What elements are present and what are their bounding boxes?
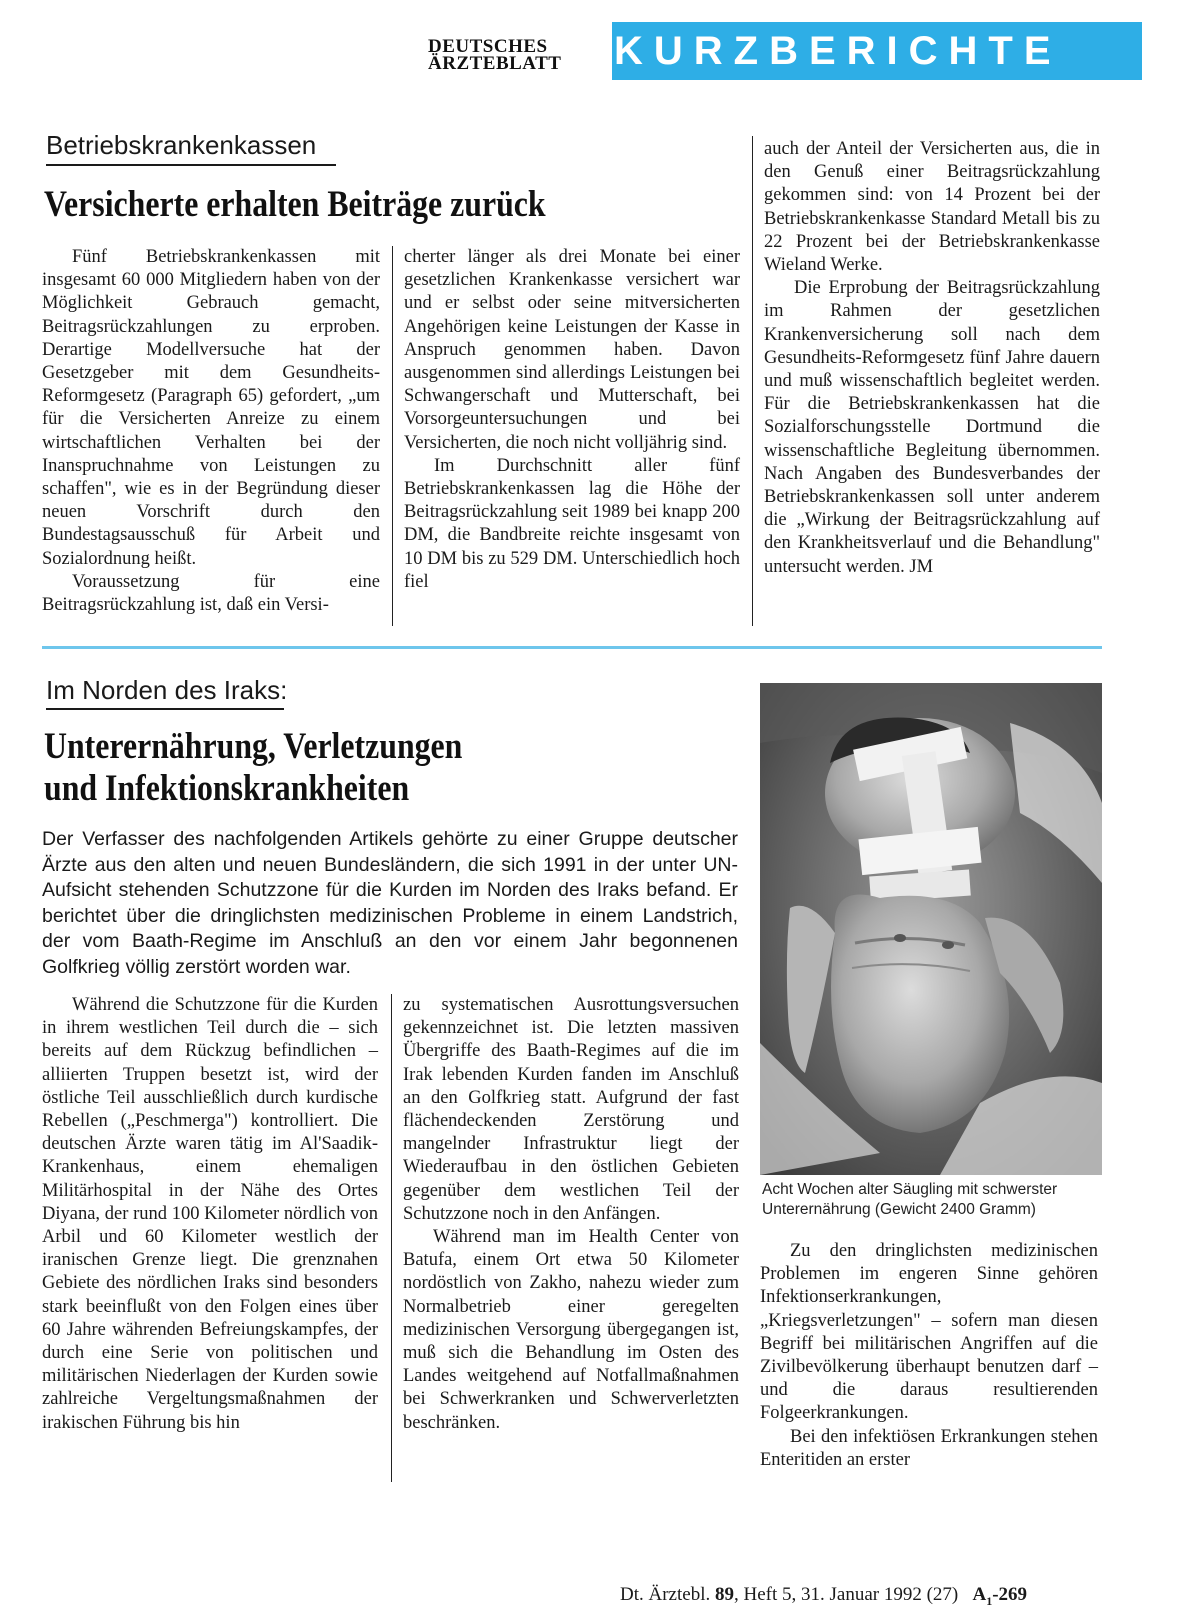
citation-volume: 89 — [714, 1584, 734, 1605]
article2-column-2 — [403, 994, 739, 1435]
infant-photo-image — [760, 683, 1102, 1175]
column-divider — [392, 246, 393, 626]
article1-column-2 — [404, 246, 740, 594]
article-divider — [42, 646, 1102, 649]
citation-issue-date: , Heft 5, 31. Januar 1992 (27) — [733, 1584, 959, 1605]
journal-logo-line1: DEUTSCHES — [428, 36, 548, 57]
infant-photo — [760, 683, 1102, 1175]
article2-lead: Der Verfasser des nachfolgenden Artikels gehörte zu einer Gruppe deutscher Ärzte aus den alten und neuen Bundesländern, die sich 1991 in der unter UN-Aufsicht stehenden Schutzzone für die Kurden im Norden des Iraks befand. Er berichtet über die dringlichsten medizinischen Probleme in einem Landstrich, der vom Baath-Regime im Anschluß an den vor einem Jahr begonnenen Golfkrieg völlig zerstört worden war. — [42, 828, 738, 978]
paragraph: Im Durchschnitt aller fünf Betriebskrankenkassen lag die Höhe der Beitragsrückzahlung seit 1989 bei knapp 200 DM, die Bandbreite reichte insgesamt von 10 DM bis zu 529 DM. Unterschiedlich hoch fiel — [404, 455, 740, 592]
page-prefix: A — [972, 1584, 987, 1605]
article1-kicker: Betriebskrankenkassen — [46, 130, 317, 160]
paragraph: Voraussetzung für eine Beitragsrückzahlung ist, daß ein Versi- — [42, 571, 380, 616]
article2-headline-line2: und Infektionskrankheiten — [44, 768, 410, 809]
paragraph: zu systematischen Ausrottungsversuchen gekennzeichnet ist. Die letzten massiven Übergriffe des Baath-Regimes auf die im Irak lebenden Kurden fanden im Anschluß an den Golfkrieg statt. Aufgrund der fast flächendeckenden Zerstörung und mangelnder Infrastruktur liegt der Wiederaufbau in den östlichen Gebieten gegenüber dem westlichen Teil der Schutzzone noch in den Anfängen. — [403, 995, 739, 1224]
journal-logo-line2: ÄRZTEBLATT — [428, 53, 562, 74]
paragraph: Während die Schutzzone für die Kurden in ihrem westlichen Teil durch die – sich bereits auf dem Rückzug befindlichen – alliierten Truppen besetzt ist, wird der östliche Teil ausschließlich durch kurdische Rebellen („Peschmerga") kontrolliert. Die deutschen Ärzte waren tätig im Al'Saadik-Krankenhaus, einem ehemaligen Militärhospital in der Nähe des Ortes Diyana, der rund 100 Kilometer nördlich von Arbil und 60 Kilometer westlich der iranischen Grenze liegt. Die grenznahen Gebiete des nördlichen Iraks sind besonders stark beeinflußt von den Folgen eines über 60 Jahre währenden Befreiungskampfes, der durch eine Serie von politischen und militärischen Niederlagen der Kurden sowie zahlreiche Vergeltungsmaßnahmen der irakischen Führung bis hin — [42, 995, 378, 1433]
paragraph: cherter länger als drei Monate bei einer gesetzlichen Krankenkasse versichert war und er selbst oder seine mitversicherten Angehörigen keine Leistungen der Kasse in Anspruch genommen haben. Davon ausgenommen sind allerdings Leistungen bei Schwangerschaft und Mutterschaft, bei Vorsorgeuntersuchungen und bei Versicherten, die noch nicht volljährig sind. — [404, 247, 740, 453]
article1-headline: Versicherte erhalten Beiträge zurück — [44, 184, 546, 225]
article2-kicker: Im Norden des Iraks: — [46, 675, 288, 705]
journal-logo — [428, 38, 594, 72]
paragraph: auch der Anteil der Versicherten aus, die in den Genuß einer Beitragsrückzahlung gekommen sind: von 14 Prozent bei der Betriebskrankenkasse Standard Metall bis zu 22 Prozent bei der Betriebskrankenkasse Wieland Werke. — [764, 139, 1100, 276]
citation-prefix: Dt. Ärztebl. — [620, 1584, 711, 1605]
article2-headline — [44, 726, 698, 810]
article1-kicker-rule — [46, 164, 336, 166]
photo-caption: Acht Wochen alter Säugling mit schwerster Unterernährung (Gewicht 2400 Gramm) — [762, 1181, 1058, 1218]
page-number — [972, 1584, 1028, 1608]
article2-column-3 — [760, 1240, 1098, 1472]
article2-headline-line1: Unterernährung, Verletzungen — [44, 726, 463, 767]
column-divider — [391, 994, 392, 1482]
article2-kicker-rule — [46, 708, 284, 710]
article1-column-1 — [42, 246, 380, 617]
paragraph: Während man im Health Center von Batufa, einem Ort etwa 50 Kilometer nordöstlich von Zakho, nahezu wieder zum Normalbetrieb einer geregelten medizinischen Versorgung übergegangen ist, muß sich die Behandlung im Osten des Landes weitgehend auf Notfallmaßnahmen bei Schwerkranken und Schwerverletzten beschränken. — [403, 1227, 739, 1433]
paragraph: Fünf Betriebskrankenkassen mit insgesamt 60 000 Mitgliedern haben von der Möglichkeit Gebrauch gemacht, Beitragsrückzahlungen zu erproben. Derartige Modellversuche hat der Gesetzgeber mit dem Gesundheits-Reformgesetz (Paragraph 65) gefordert, „um für die Versicherten Anreize zu einem wirtschaftlichen Verhalten bei der Inanspruchnahme von Leistungen zu schaffen", wie es in der Begründung dieser neuen Vorschrift durch den Bundestagsausschuß für Arbeit und Sozialordnung heißt. — [42, 247, 380, 569]
page-footer — [620, 1584, 1027, 1609]
article1-column-3 — [764, 138, 1100, 579]
page-subscript: 1 — [986, 1593, 993, 1608]
paragraph: Die Erprobung der Beitragsrückzahlung im Rahmen der gesetzlichen Krankenversicherung soll nach dem Gesundheits-Reformgesetz fünf Jahre dauern und muß wissenschaftlich begleitet werden. Für die Betriebskrankenkassen hat die Sozialforschungsstelle Dortmund die wissenschaftliche Begleitung übernommen. Nach Angaben des Bundesverbandes der Betriebskrankenkassen soll unter anderem die „Wirkung der Beitragsrückzahlung auf den Krankheitsverlauf und die Behandlung" untersucht werden. JM — [764, 278, 1100, 577]
article2-column-1 — [42, 994, 378, 1435]
section-title: KURZBERICHTE — [614, 29, 1062, 73]
paragraph: Zu den dringlichsten medizinischen Problemen im engeren Sinne gehören Infektionserkrankungen, „Kriegsverletzungen" – sofern man diesen Begriff bei militärischen Angriffen auf die Zivilbevölkerung überhaupt benutzen darf – und die daraus resultierenden Folgeerkrankungen. — [760, 1241, 1098, 1424]
page-number-value: -269 — [992, 1584, 1028, 1605]
column-divider — [752, 136, 753, 626]
paragraph: Bei den infektiösen Erkrankungen stehen Enteritiden an erster — [760, 1426, 1098, 1470]
